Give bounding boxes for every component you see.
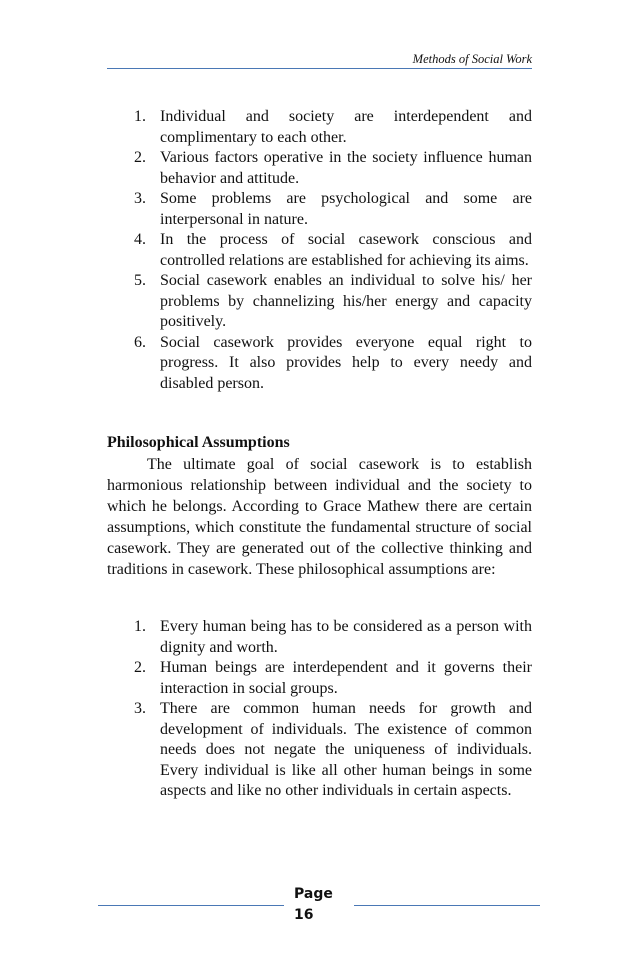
list-item: [120, 699, 532, 802]
list-item-text: Every human being has to be considered as a person with dignity and worth.: [160, 618, 532, 656]
header-divider: [107, 68, 532, 69]
list-item-text: In the process of social casework conscious and controlled relations are established for achieving its aims.: [160, 231, 532, 269]
philosophical-assumptions-list: [120, 617, 532, 802]
section-paragraph: The ultimate goal of social casework is to establish harmonious relationship between individual and the society to which he belongs. According to Grace Mathew there are certain assumptions, which constitute the fundamental structure of social casework. They are generated out of the collective thinking and traditions in casework. These philosophical assumptions are:: [107, 456, 532, 578]
list-item: [120, 658, 532, 699]
list-number: 1.: [134, 108, 146, 125]
page-label: Page: [294, 886, 333, 902]
list-item: [120, 107, 532, 148]
list-item: [120, 148, 532, 189]
footer-divider-left: [98, 905, 284, 906]
list-item: [120, 230, 532, 271]
list-item-text: Individual and society are interdependent and complimentary to each other.: [160, 108, 532, 146]
list-number: 6.: [134, 333, 146, 351]
list-item-text: Social casework provides everyone equal right to progress. It also provides help to every needy and disabled person.: [160, 333, 532, 392]
page-number: 16: [294, 907, 314, 923]
list-item-text: Social casework enables an individual to solve his/ her problems by channelizing his/her energy and capacity positively.: [160, 272, 532, 330]
list-number: 4.: [134, 231, 146, 248]
footer-divider-right: [354, 905, 540, 906]
list-item-text: Various factors operative in the society influence human behavior and attitude.: [160, 149, 532, 187]
list-item: [120, 333, 532, 395]
list-number: 2.: [134, 659, 146, 676]
list-item: [120, 189, 532, 230]
list-number: 5.: [134, 272, 146, 289]
list-number: 1.: [134, 618, 146, 635]
list-number: 2.: [134, 149, 146, 166]
list-item-text: There are common human needs for growth and development of individuals. The existence of common needs does not negate the uniqueness of individuals. Every individual is like all other human beings in some aspects and like no other individuals in certain aspects.: [160, 700, 532, 799]
running-header: Methods of Social Work: [412, 52, 532, 66]
page-number-block: [294, 884, 344, 926]
section-heading: Philosophical Assumptions: [107, 434, 290, 451]
list-item: [120, 617, 532, 658]
list-item-text: Human beings are interdependent and it governs their interaction in social groups.: [160, 659, 532, 697]
list-number: 3.: [134, 700, 146, 717]
list-item: [120, 271, 532, 333]
list-number: 3.: [134, 190, 146, 207]
basic-assumptions-list: [120, 107, 532, 394]
list-item-text: Some problems are psychological and some are interpersonal in nature.: [160, 190, 532, 228]
